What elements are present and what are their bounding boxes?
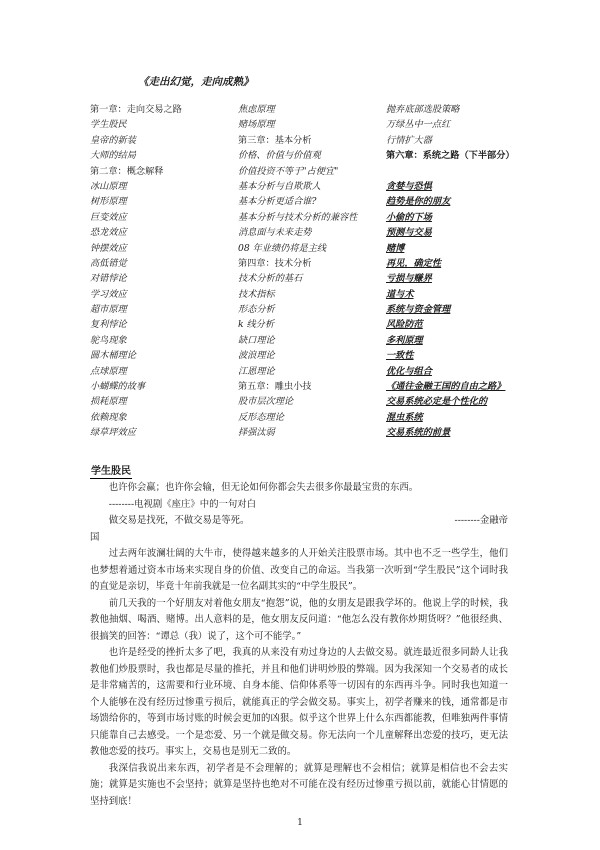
toc-entry[interactable]: 风险防范 — [386, 319, 423, 331]
toc-entry[interactable]: 树形原理 — [90, 196, 127, 208]
toc-entry[interactable]: 波浪理论 — [238, 350, 275, 362]
toc-row — [90, 393, 530, 408]
toc-entry[interactable]: 第五章：雕虫小技 — [238, 381, 312, 393]
section-body — [90, 480, 508, 810]
toc-entry[interactable]: 反形态理论 — [238, 411, 284, 423]
epigraph-source-2-cont: 国 — [90, 531, 100, 543]
toc-entry[interactable]: 08 年业绩仍将是主线 — [238, 242, 327, 254]
toc-entry[interactable]: 超市原理 — [90, 304, 127, 316]
toc-entry[interactable]: 复利悖论 — [90, 319, 127, 331]
toc-row — [90, 409, 530, 424]
toc-row — [90, 301, 530, 316]
toc-entry[interactable]: 绿草坪效应 — [90, 427, 136, 439]
toc-entry[interactable]: 技术分析的基石 — [238, 273, 303, 285]
toc-row — [90, 178, 530, 193]
toc-entry[interactable]: 依赖现象 — [90, 411, 127, 423]
toc-entry[interactable]: 基本分析更适合谁? — [238, 196, 317, 208]
toc-entry[interactable]: 优化与组合 — [386, 365, 432, 377]
toc-entry[interactable]: 焦虑原理 — [238, 104, 275, 115]
toc-entry[interactable]: 高低错觉 — [90, 257, 127, 269]
toc-entry[interactable]: 万绿丛中一点红 — [386, 119, 451, 131]
toc-row — [90, 255, 530, 270]
toc-entry[interactable]: 股市层次理论 — [238, 396, 294, 408]
toc-row — [90, 332, 530, 347]
toc-entry[interactable]: 《通往金融王国的自由之路》 — [386, 381, 506, 393]
toc-entry[interactable]: 价格、价值与价值观 — [238, 150, 321, 162]
toc-row — [90, 316, 530, 331]
toc-entry[interactable]: 巨变效应 — [90, 211, 127, 223]
toc-row — [90, 270, 530, 285]
toc-entry[interactable]: 圆木桶理论 — [90, 350, 136, 362]
toc-row — [90, 424, 530, 439]
toc-entry[interactable]: 小偷的下场 — [386, 211, 432, 223]
toc-entry[interactable]: 皇帝的新装 — [90, 134, 136, 146]
section-heading: 学生股民 — [90, 462, 132, 479]
toc-row — [90, 363, 530, 378]
toc-entry[interactable]: 趋势是你的朋友 — [386, 196, 451, 208]
toc-entry[interactable]: 交易系统必定是个性化的 — [386, 396, 488, 408]
toc-entry[interactable]: 价值投资不等于"占便宜" — [238, 165, 339, 177]
toc-entry[interactable]: 小蝴蝶的故事 — [90, 381, 146, 393]
toc-row — [90, 224, 530, 239]
toc-entry[interactable]: 冰山原理 — [90, 180, 127, 192]
toc-entry[interactable]: 赌场原理 — [238, 119, 275, 131]
toc-entry[interactable]: 损耗原理 — [90, 396, 127, 408]
toc-entry[interactable]: 亏损与赚界 — [386, 273, 432, 285]
toc-entry[interactable]: 一致性 — [386, 350, 414, 362]
toc-entry[interactable]: 系统与资金管理 — [386, 304, 451, 316]
toc-entry[interactable]: 第二章：概念解释 — [90, 165, 164, 177]
toc-entry[interactable]: 学习效应 — [90, 288, 127, 300]
epigraph-source-2: --------金融帝 — [454, 515, 508, 526]
toc-entry[interactable]: 形态分析 — [238, 304, 275, 316]
toc-entry[interactable]: 交易系统的前景 — [386, 427, 451, 439]
document-title: 《走出幻觉，走向成熟》 — [138, 76, 254, 88]
toc-entry[interactable]: 行情扩大器 — [386, 134, 432, 146]
toc-entry[interactable]: 恐龙效应 — [90, 227, 127, 239]
table-of-contents — [90, 101, 530, 440]
body-paragraph-2: 前几天我的一个好朋友对着他女朋友“抱怨”说，他的女朋友是跟我学坏的。他说上学的时候，我教他抽烟、喝酒、赌博。出人意料的是，他女朋友反问道：“他怎么没有教你炒期货呀？”他很经典、很搞笑的回答：“谭总（我）说了，这个可不能学。” — [90, 597, 508, 642]
toc-entry[interactable]: 贪婪与恐惧 — [386, 180, 432, 192]
toc-row — [90, 286, 530, 301]
toc-entry[interactable]: 缺口理论 — [238, 334, 275, 346]
body-paragraph-4: 我深信我说出来东西，初学者是不会理解的；就算是理解也不会相信；就算是相信也不会去实施；就算是实施也不会坚持；就算是坚持也绝对不可能在没有经历过惨重亏损以前，就能心甘情愿的坚持到底！ — [90, 762, 508, 807]
toc-row — [90, 193, 530, 208]
body-paragraph-1: 过去两年波澜壮阔的大牛市，使得越来越多的人开始关注股票市场。其中也不乏一些学生，他们也梦想着通过资本市场来实现自身的价值、改变自己的命运。当我第一次听到“学生股民”这个词时我的直觉是亲切，毕竟十年前我就是一位名副其实的“中学生股民”。 — [90, 548, 508, 592]
toc-row — [90, 147, 530, 162]
epigraph-quote-2-line — [90, 513, 508, 530]
toc-entry[interactable]: 第一章：走向交易之路 — [90, 104, 182, 115]
toc-row — [90, 240, 530, 255]
toc-entry[interactable]: 预测与交易 — [386, 227, 432, 239]
toc-row — [90, 132, 530, 147]
toc-entry[interactable]: 钟摆效应 — [90, 242, 127, 254]
toc-row — [90, 163, 530, 178]
toc-entry[interactable]: 再见，确定性 — [386, 257, 442, 269]
toc-entry[interactable]: 鸵鸟现象 — [90, 334, 127, 346]
toc-entry[interactable]: 基本分析与自欺欺人 — [238, 180, 321, 192]
toc-entry[interactable]: 第六章：系统之路（下半部分） — [386, 150, 515, 162]
toc-entry[interactable]: 多利原理 — [386, 334, 423, 346]
toc-entry[interactable]: 抛弃底部选股策略 — [386, 104, 460, 115]
page-number: 1 — [297, 818, 303, 828]
toc-row — [90, 347, 530, 362]
toc-entry[interactable]: 赌博 — [386, 242, 405, 254]
toc-entry[interactable]: 点球原理 — [90, 365, 127, 377]
toc-entry[interactable]: 第四章：技术分析 — [238, 257, 312, 269]
epigraph-quote-1: 也许你会赢；也许你会输，但无论如何你都会失去很多你最最宝贵的东西。 — [108, 482, 419, 493]
body-paragraph-3: 也许是经受的挫折太多了吧，我真的从来没有劝过身边的人去做交易。就连最近很多同龄人让我教他们炒股票时，我也都是尽量的推托，并且和他们讲明炒股的弊端。因为我深知一个交易者的成长是非常痛苦的，这需要和行业环境、自身本能、信仰体系等一切因有的东西再斗争。同时我也知道一个人能够在没有经历过惨重亏损后，就能真正的学会做交易。事实上，初学者赚来的钱，通常都是市场馈给你的，等到市场讨账的时候会更加的凶狠。似乎这个世界上什么东西都能教，但唯独两件事情只能靠自己去感受。一个是恋爱、另一个就是做交易。你无法向一个儿童解释出恋爱的技巧，更无法教他恋爱的技巧。事实上，交易也是别无二致的。 — [90, 647, 508, 757]
toc-entry[interactable]: 学生股民 — [90, 119, 127, 131]
toc-entry[interactable]: 第三章：基本分析 — [238, 134, 312, 146]
toc-entry[interactable]: 消息面与未来走势 — [238, 227, 312, 239]
toc-entry[interactable]: 技术指标 — [238, 288, 275, 300]
toc-entry[interactable]: 择强汰弱 — [238, 427, 275, 439]
toc-row — [90, 378, 530, 393]
toc-entry[interactable]: 江恩理论 — [238, 365, 275, 377]
toc-entry[interactable]: 道与术 — [386, 288, 414, 300]
toc-entry[interactable]: 基本分析与技术分析的兼容性 — [238, 211, 358, 223]
epigraph-source-1: --------电视剧《座庄》中的一句对白 — [108, 498, 257, 510]
toc-row — [90, 101, 530, 116]
toc-row — [90, 209, 530, 224]
toc-entry[interactable]: 混虫系统 — [386, 411, 423, 423]
epigraph-quote-2: 做交易是找死，不做交易是等死。 — [108, 515, 250, 526]
toc-entry[interactable]: k 线分析 — [238, 319, 275, 331]
toc-row — [90, 116, 530, 131]
toc-entry[interactable]: 大师的结局 — [90, 150, 136, 162]
toc-entry[interactable]: 对错悖论 — [90, 273, 127, 285]
